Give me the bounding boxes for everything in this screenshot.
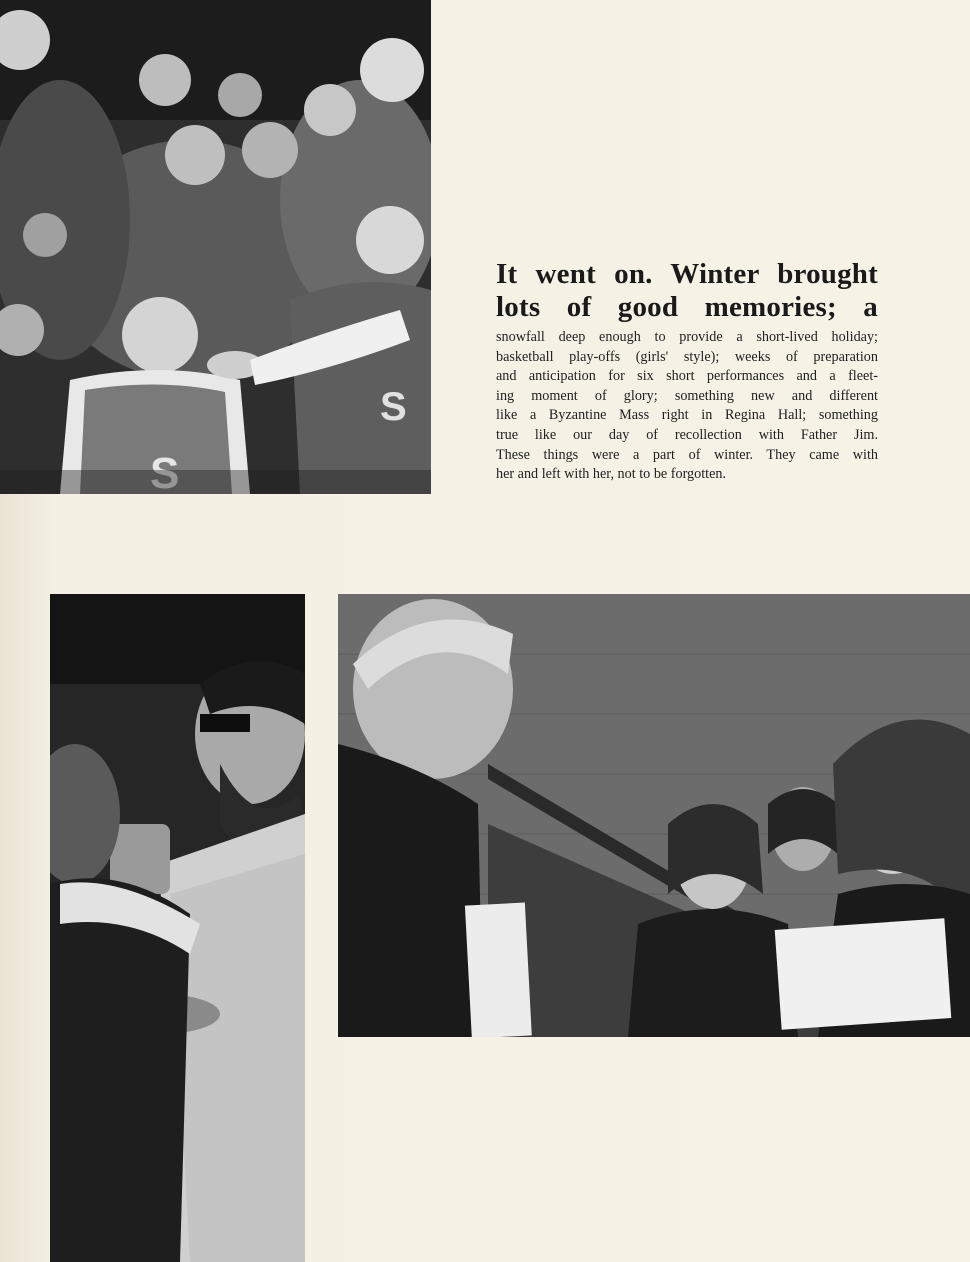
body-line: ing moment of glory; something new and different xyxy=(496,387,878,404)
cheering-girls-photo xyxy=(0,0,431,494)
priest-with-girls-photo xyxy=(338,594,970,1037)
caption-block xyxy=(496,258,878,485)
body-line: like a Byzantine Mass right in Regina Hall; something xyxy=(496,407,878,424)
body-line: her and left with her, not to be forgotten. xyxy=(496,466,727,483)
headline-line-1: It went on. Winter brought xyxy=(496,258,878,290)
group-photo-icon xyxy=(0,0,431,494)
mass-photo-icon xyxy=(50,594,305,1262)
priest-photo-icon xyxy=(338,594,970,1037)
body-line: and anticipation for six short performances and a fleet- xyxy=(496,368,878,385)
headline xyxy=(496,258,878,324)
body-line: These things were a part of winter. They came with xyxy=(496,446,878,463)
body-text xyxy=(496,328,878,485)
body-line: true like our day of recollection with Father Jim. xyxy=(496,426,878,443)
body-line: snowfall deep enough to provide a short-lived holiday; xyxy=(496,329,878,345)
svg-text:S: S xyxy=(380,385,407,429)
body-line: basketball play-offs (girls' style); weeks of preparation xyxy=(496,348,878,365)
svg-text:S: S xyxy=(150,449,180,494)
headline-line-2: lots of good memories; a xyxy=(496,291,878,323)
byzantine-mass-photo xyxy=(50,594,305,1262)
